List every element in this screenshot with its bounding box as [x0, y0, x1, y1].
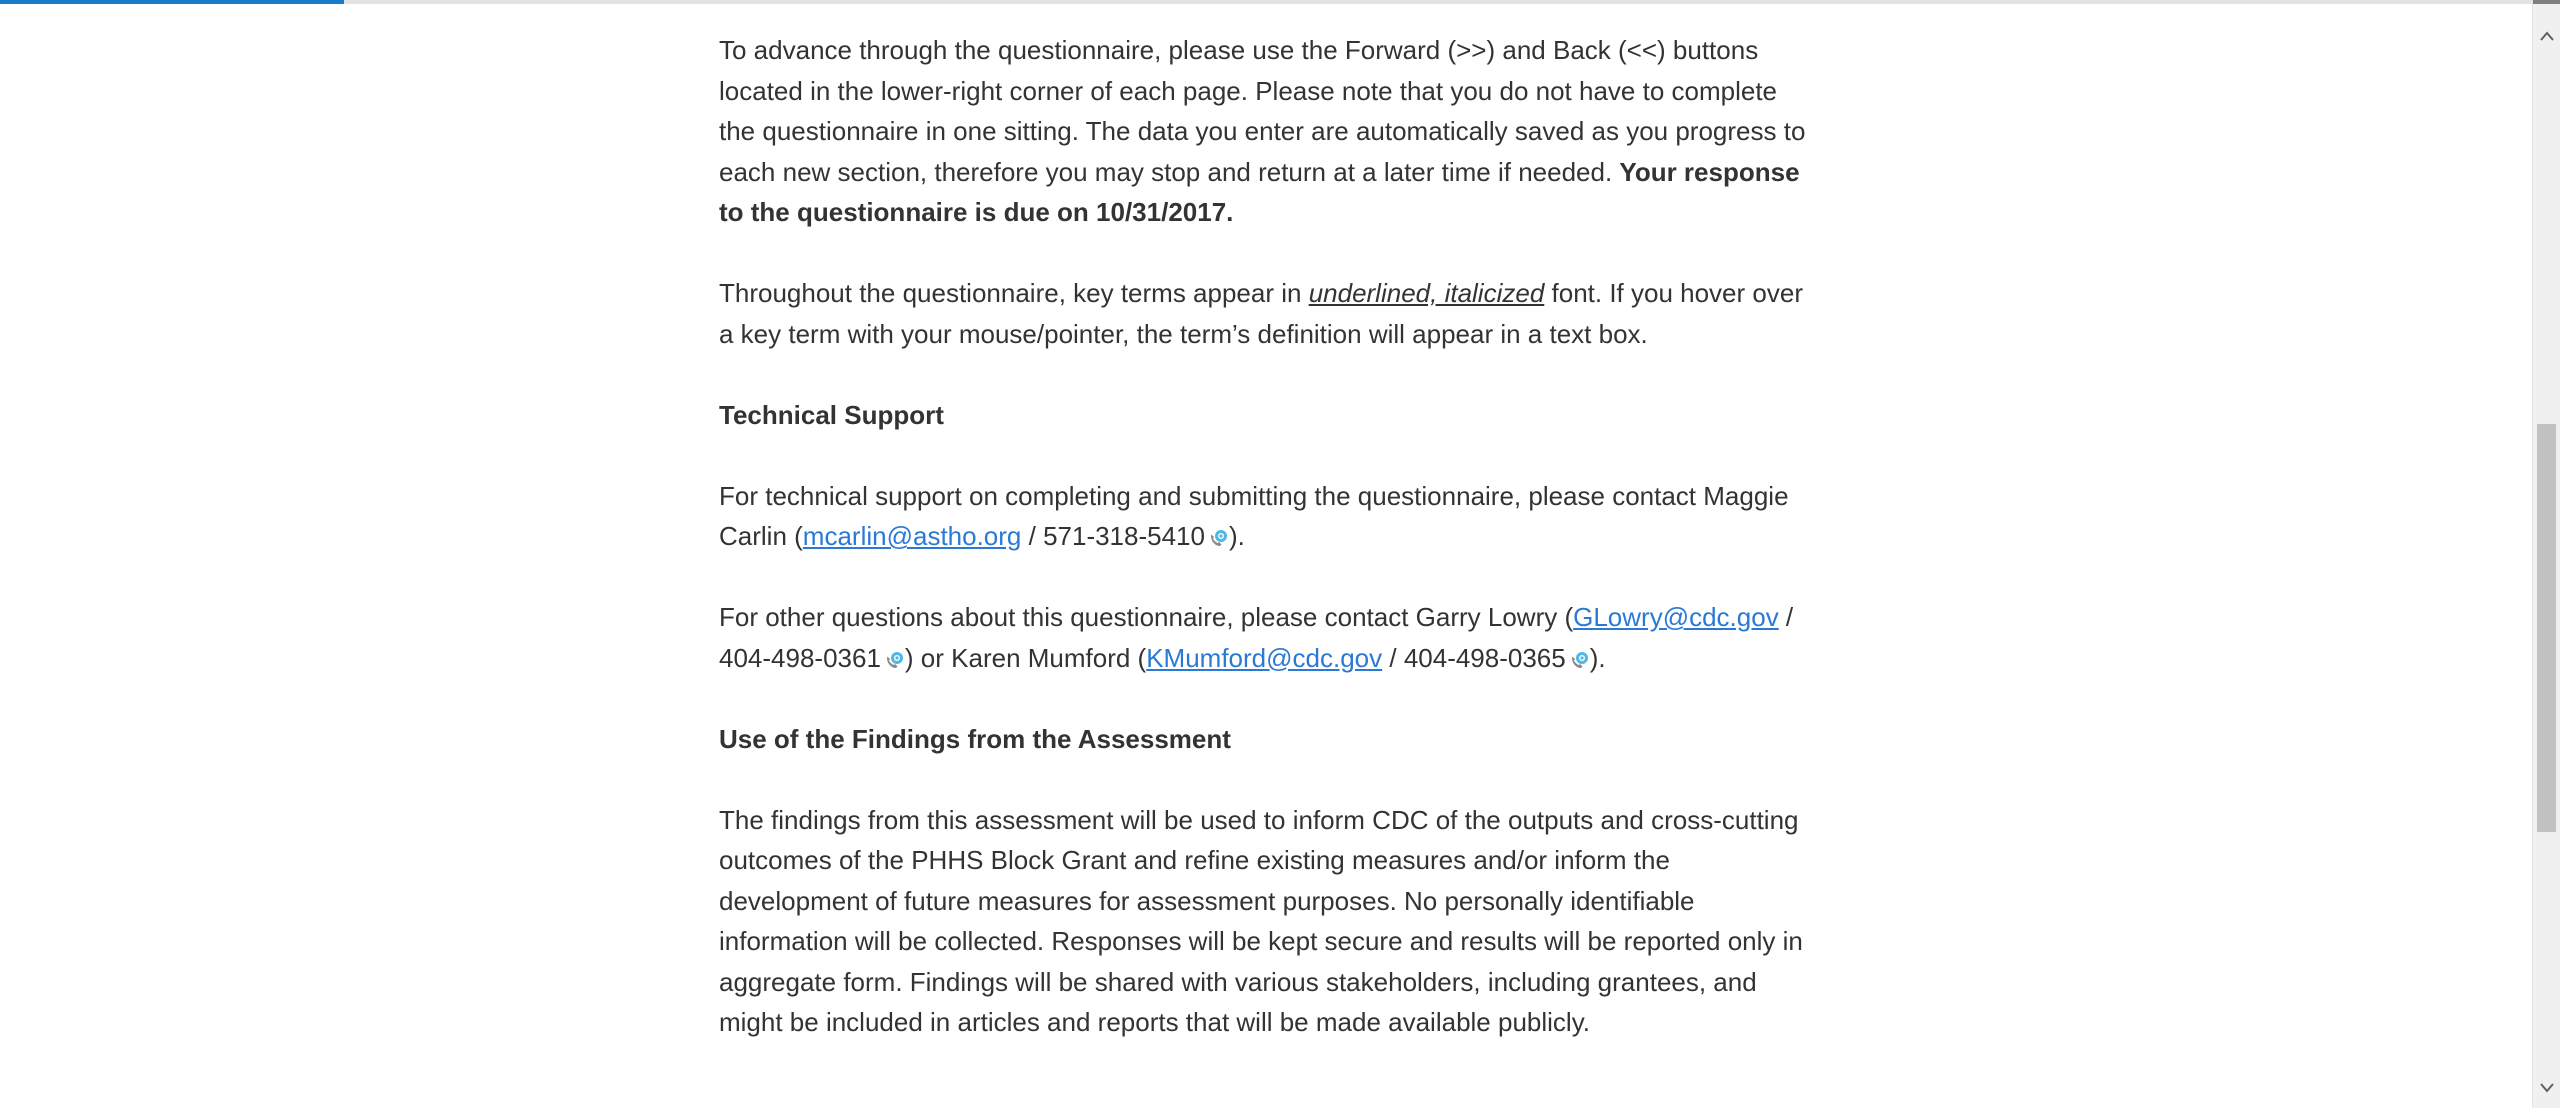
chevron-down-icon	[2539, 1082, 2555, 1094]
key-term-example: underlined, italicized	[1308, 278, 1545, 308]
progress-bar	[0, 0, 2532, 4]
due-date-notice: Your response to the questionnaire is due on 10/31/2017.	[719, 156, 1800, 227]
kmumford-phone: 404-498-0365	[1403, 642, 1566, 673]
phone-call-icon[interactable]	[1566, 644, 1590, 668]
phone-call-icon[interactable]	[881, 644, 905, 668]
scroll-down-button[interactable]	[2533, 1074, 2560, 1102]
kmumford-email-link[interactable]: KMumford@cdc.gov	[1146, 642, 1383, 673]
scrollbar-thumb[interactable]	[2537, 424, 2556, 832]
technical-support-paragraph: For technical support on completing and submitting the questionnaire, please contact Maggie Carlin (mcarlin@astho.org / 571-318-5410 ).	[719, 480, 1789, 551]
progress-bar-fill	[0, 0, 344, 4]
findings-heading: Use of the Findings from the Assessment	[719, 723, 1231, 754]
glowry-phone: 404-498-0361	[719, 642, 881, 673]
glowry-email-link[interactable]: GLowry@cdc.gov	[1573, 602, 1779, 632]
chevron-up-icon	[2539, 30, 2555, 42]
questionnaire-content	[719, 30, 1809, 1083]
other-questions-paragraph: For other questions about this questionnaire, please contact Garry Lowry (GLowry@cdc.gov / 404-498-0361 ) or Karen Mumford (KMumford@cdc.gov / 404-498-0365 ).	[719, 602, 1794, 673]
phone-call-icon[interactable]	[1205, 522, 1229, 546]
findings-paragraph: The findings from this assessment will be used to inform CDC of the outputs and cross-cutting outcomes of the PHHS Block Grant and refine existing measures and/or inform the development of future measures for assessment purposes. No personally identifiable information will be collected. Responses will be kept secure and results will be reported only in aggregate form. Findings will be shared with various stakeholders, including grantees, and might be included in articles and reports that will be made available publicly.	[719, 804, 1803, 1037]
vertical-scrollbar[interactable]	[2532, 0, 2560, 1108]
intro-paragraph-navigation: To advance through the questionnaire, please use the Forward (>>) and Back (<<) buttons located in the lower-right corner of each page. Please note that you do not have to complete the questionnaire in one sitting. The data you enter are automatically saved as you progress to each new section, therefore you may stop and return at a later time if needed. Your response to the questionnaire is due on 10/31/2017.	[719, 35, 1806, 227]
intro-paragraph-key-terms: Throughout the questionnaire, key terms appear in underlined, italicized font. If you hover over a key term with your mouse/pointer, the term’s definition will appear in a text box.	[719, 278, 1803, 349]
scrollbar-top-edge	[2533, 0, 2560, 4]
mcarlin-phone: 571-318-5410	[1043, 521, 1205, 551]
technical-support-heading: Technical Support	[719, 399, 944, 430]
scroll-up-button[interactable]	[2533, 22, 2560, 50]
mcarlin-email-link[interactable]: mcarlin@astho.org	[802, 521, 1022, 551]
